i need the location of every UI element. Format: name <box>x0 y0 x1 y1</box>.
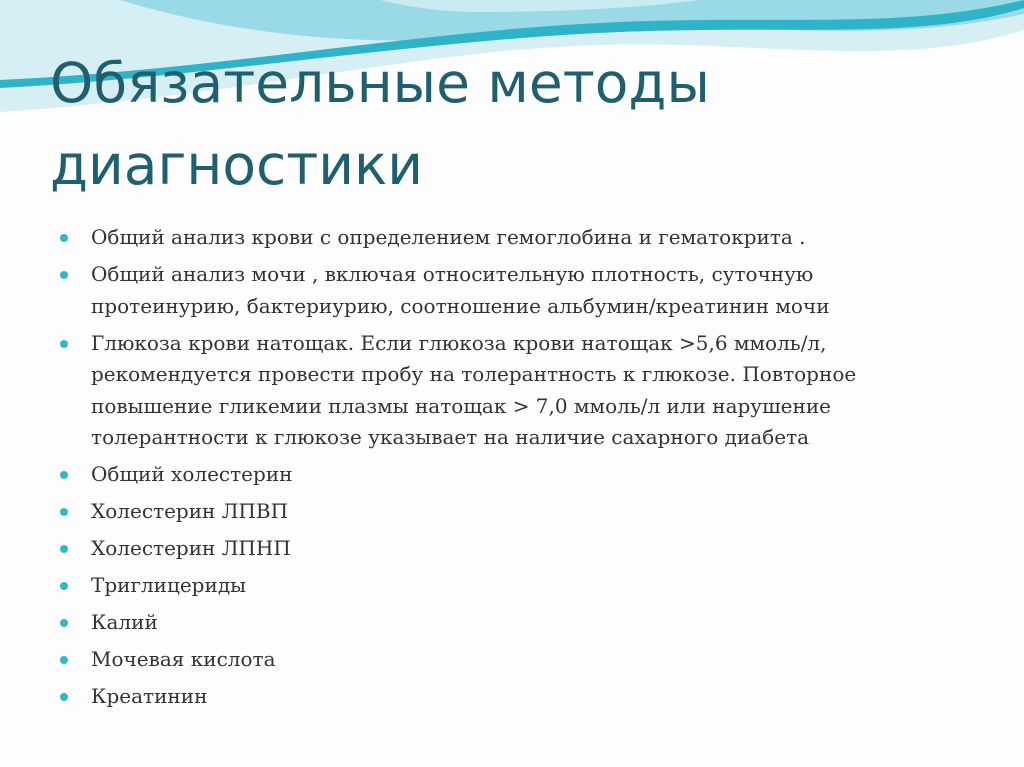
bullet-dot-icon <box>60 545 68 553</box>
bullet-dot-icon <box>60 234 68 242</box>
list-item-text: Мочевая кислота <box>91 647 276 671</box>
list-item <box>60 496 960 528</box>
bullet-dot-icon <box>60 508 68 516</box>
bullet-dot-icon <box>60 656 68 664</box>
list-item-text: Глюкоза крови натощак. Если глюкоза крови натощак >5,6 ммоль/л, рекомендуется провести пробу на толерантность к глюкозе. Повторное повышение гликемии плазмы натощак > 7,0 ммоль/л или нарушение толерантности к глюкозе указывает на наличие сахарного диабета <box>91 330 857 449</box>
list-item-text: Холестерин ЛПНП <box>91 536 291 560</box>
list-item-text: Холестерин ЛПВП <box>91 499 289 523</box>
bullet-dot-icon <box>60 619 68 627</box>
slide-title-line2: диагностики <box>50 133 423 197</box>
list-item <box>60 222 960 254</box>
list-item <box>60 607 960 639</box>
bullet-dot-icon <box>60 471 68 479</box>
slide-title-line1: Обязательные методы <box>50 51 710 115</box>
list-item <box>60 533 960 565</box>
bullet-dot-icon <box>60 271 68 279</box>
list-item <box>60 259 960 322</box>
list-item <box>60 570 960 602</box>
bullet-dot-icon <box>60 340 68 348</box>
list-item-text: Общий анализ мочи , включая относительную плотность, суточную протеинурию, бактериурию, соотношение альбумин/креатинин мочи <box>91 262 830 318</box>
list-item-text: Креатинин <box>91 684 208 708</box>
bullet-dot-icon <box>60 693 68 701</box>
bullet-dot-icon <box>60 582 68 590</box>
list-item <box>60 328 960 454</box>
list-item-text: Общий холестерин <box>91 462 293 486</box>
list-item-text: Триглицериды <box>91 573 247 597</box>
bullet-list <box>60 222 960 718</box>
list-item <box>60 644 960 676</box>
list-item-text: Общий анализ крови с определением гемоглобина и гематокрита . <box>91 225 806 249</box>
list-item <box>60 459 960 491</box>
list-item <box>60 681 960 713</box>
slide-title <box>50 42 950 206</box>
list-item-text: Калий <box>91 610 158 634</box>
